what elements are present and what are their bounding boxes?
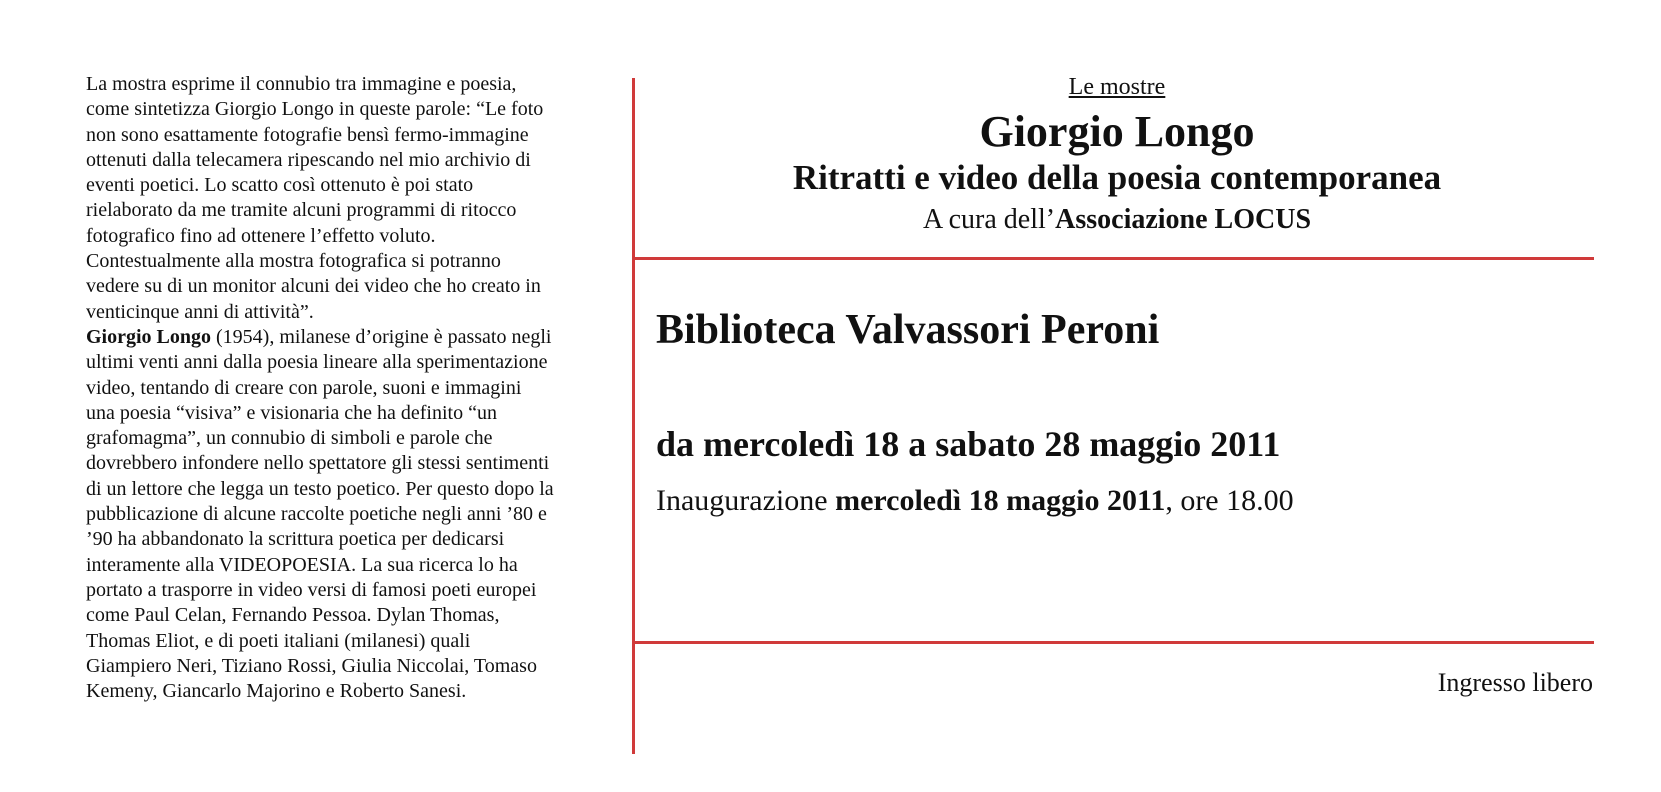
description-line [86, 224, 626, 249]
description-line [86, 578, 626, 603]
description-line [86, 426, 626, 451]
description-line [86, 249, 626, 274]
description-line [86, 274, 626, 299]
venue-name: Biblioteca Valvassori Peroni [656, 307, 1160, 353]
description-bold-run: Giorgio Longo [86, 325, 212, 348]
description-run: come Paul Celan, Fernando Pessoa. Dylan Thomas, [86, 604, 500, 627]
description-line [86, 173, 626, 198]
description-line [86, 325, 626, 350]
description-line [86, 527, 626, 552]
description-run: ’90 ha abbandonato la scrittura poetica per dedicarsi [86, 528, 505, 551]
curator-line [640, 204, 1594, 236]
exhibition-dates: da mercoledì 18 a sabato 28 maggio 2011 [656, 424, 1281, 464]
description-line [86, 629, 626, 654]
description-line [86, 553, 626, 578]
description-run: ottenuti dalla telecamera ripescando nel mio archivio di [86, 148, 531, 171]
description-run: ultimi venti anni dalla poesia lineare alla sperimentazione [86, 351, 548, 374]
description-run: pubblicazione di alcune raccolte poetiche negli anni ’80 e [86, 503, 547, 526]
description-run: non sono esattamente fotografie bensì fermo-immagine [86, 123, 529, 146]
description-line [86, 148, 626, 173]
description-run: Thomas Eliot, e di poeti italiani (milanesi) quali [86, 629, 471, 652]
description-line [86, 123, 626, 148]
description-line [86, 376, 626, 401]
description-line [86, 451, 626, 476]
description-run: come sintetizza Giorgio Longo in queste parole: “Le foto [86, 98, 544, 121]
curator-prefix: A cura dell’ [922, 204, 1056, 235]
entry-note: Ingresso libero [1437, 668, 1593, 697]
vertical-divider [632, 78, 635, 754]
opening-time: , ore 18.00 [1165, 484, 1294, 517]
exhibition-title: Giorgio Longo [979, 107, 1255, 156]
description-run: grafomagma”, un connubio di simboli e parole che [86, 427, 493, 450]
description-run: vedere su di un monitor alcuni dei video che ho creato in [86, 275, 541, 298]
description-line [86, 477, 626, 502]
description-run: interamente alla VIDEOPOESIA. La sua ricerca lo ha [86, 553, 518, 576]
curator-name: Associazione LOCUS [1055, 204, 1312, 235]
header-divider [634, 257, 1594, 260]
description-line [86, 603, 626, 628]
description-line [86, 72, 626, 97]
description-line [86, 502, 626, 527]
exhibition-kicker: Le mostre [1068, 74, 1166, 100]
description-run: (1954), milanese d’origine è passato negli [211, 325, 552, 348]
description-run: La mostra esprime il connubio tra immagine e poesia, [86, 73, 517, 95]
description-line [86, 654, 626, 679]
description-line [86, 198, 626, 223]
description-run: Giampiero Neri, Tiziano Rossi, Giulia Niccolai, Tomaso [86, 654, 537, 677]
description-run: dovrebbero infondere nello spettatore gli stessi sentimenti [86, 452, 550, 475]
opening-line [656, 484, 1294, 518]
description-run: fotografico fino ad ottenere l’effetto voluto. [86, 224, 436, 247]
description-run: una poesia “visiva” e visionaria che ha definito “un [86, 401, 497, 424]
footer-divider [634, 641, 1594, 644]
description-run: Contestualmente alla mostra fotografica si potranno [86, 250, 501, 273]
description-run: Kemeny, Giancarlo Majorino e Roberto Sanesi. [86, 680, 467, 703]
description-column [86, 72, 626, 704]
description-line [86, 350, 626, 375]
description-run: rielaborato da me tramite alcuni programmi di ritocco [86, 199, 517, 222]
opening-date: mercoledì 18 maggio 2011 [835, 484, 1166, 517]
description-line [86, 97, 626, 122]
description-line [86, 300, 626, 325]
description-line [86, 679, 626, 704]
exhibition-subtitle: Ritratti e video della poesia contemporanea [792, 158, 1442, 197]
description-run: venticinque anni di attività”. [86, 300, 314, 323]
description-run: eventi poetici. Lo scatto così ottenuto è poi stato [86, 174, 474, 197]
description-line [86, 401, 626, 426]
opening-prefix: Inaugurazione [656, 484, 836, 517]
description-run: di un lettore che legga un testo poetico. Per questo dopo la [86, 477, 554, 500]
description-run: video, tentando di creare con parole, suoni e immagini [86, 376, 522, 399]
description-run: portato a trasporre in video versi di famosi poeti europei [86, 578, 537, 601]
